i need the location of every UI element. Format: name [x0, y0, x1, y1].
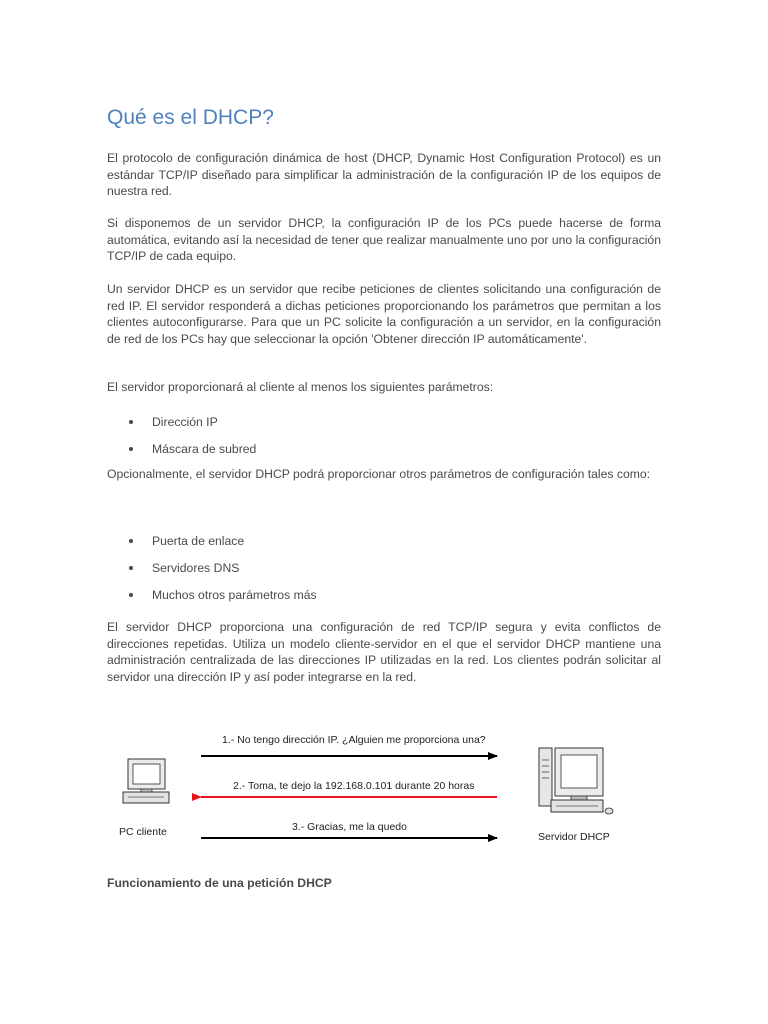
- page-title: Qué es el DHCP?: [107, 106, 274, 129]
- server-icon: [539, 748, 613, 814]
- paragraph-automatic: Si disponemos de un servidor DHCP, la configuración IP de los PCs puede hacerse de forma automática, evitando así la necesidad de tener que realizar manualmente uno por uno la configuración TCP/IP de cada equipo.: [107, 216, 661, 264]
- list-item: Puerta de enlace: [107, 533, 661, 560]
- client-label: PC cliente: [119, 826, 167, 838]
- paragraph-summary: El servidor DHCP proporciona una configuración de red TCP/IP segura y evita conflictos de direcciones repetidas. Utiliza un modelo cliente-servidor en el que el servidor DHCP mantiene una administración centralizada de las direcciones IP utilizadas en la red. Los clientes podrán solicitar al servidor una dirección IP y así poder integrarse en la red.: [107, 620, 661, 684]
- offer-message: 2.- Toma, te dejo la 192.168.0.101 durante 20 horas: [233, 780, 475, 792]
- pc-client-icon: [123, 759, 169, 803]
- paragraph-intro: El protocolo de configuración dinámica de host (DHCP, Dynamic Host Configuration Protocol) es un estándar TCP/IP diseñado para simplificar la administración de la configuración IP de los equipos de nuestra red.: [107, 151, 661, 199]
- paragraph-server: Un servidor DHCP es un servidor que recibe peticiones de clientes solicitando una configuración de red IP. El servidor responderá a dichas peticiones proporcionando los parámetros que permitan a los clientes autoconfigurarse. Para que un PC solicite la configuración a un servidor, en la configuración de red de los PCs hay que seleccionar la opción 'Obtener dirección IP automáticamente'.: [107, 282, 661, 346]
- figure-caption: Funcionamiento de una petición DHCP: [107, 876, 332, 890]
- ack-message: 3.- Gracias, me la quedo: [292, 821, 407, 833]
- list-item: Muchos otros parámetros más: [107, 587, 661, 614]
- request-message: 1.- No tengo dirección IP. ¿Alguien me proporciona una?: [222, 734, 486, 746]
- paragraph-optional-intro: Opcionalmente, el servidor DHCP podrá proporcionar otros parámetros de configuración tales como:: [107, 467, 651, 481]
- list-item: Dirección IP: [107, 414, 661, 441]
- paragraph-params-intro: El servidor proporcionará al cliente al menos los siguientes parámetros:: [107, 380, 494, 394]
- list-item: Máscara de subred: [107, 441, 661, 468]
- server-label: Servidor DHCP: [538, 831, 610, 843]
- list-item: Servidores DNS: [107, 560, 661, 587]
